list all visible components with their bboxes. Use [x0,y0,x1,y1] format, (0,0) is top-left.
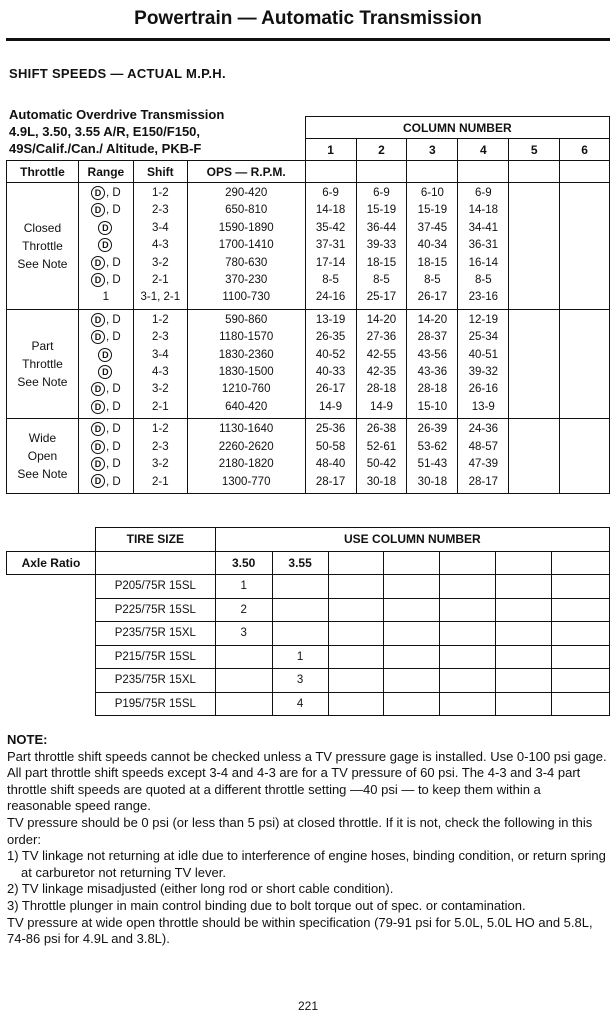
speed-value: 36-31 [468,239,499,252]
throttle-header: Throttle [7,161,79,183]
shift-value: 3-2 [152,458,169,471]
speed-value: 26-38 [366,423,397,436]
column-for-3-55 [272,575,328,599]
transmission-line: 4.9L, 3.50, 3.55 A/R, E150/F150, [9,124,201,139]
shift-value: 2-3 [152,440,169,453]
column-6-cell [560,419,610,494]
ops-rpm-value: 1830-2360 [218,348,274,361]
tire-size-value: P235/75R 15XL [95,669,215,693]
speed-value: 40-33 [315,366,346,379]
speed-value: 50-58 [315,440,346,453]
shift-cell [133,183,187,310]
tire-size-value: P195/75R 15SL [95,692,215,716]
speed-value: 25-34 [468,331,499,344]
ops-rpm-cell [187,309,305,418]
speed-value: 43-36 [417,366,448,379]
empty-cell [552,669,610,693]
circled-d-icon: D [91,256,105,270]
empty-cell [496,598,552,622]
speed-value: 37-31 [315,239,346,252]
speed-value: 25-17 [366,291,397,304]
range-value [79,237,133,254]
speed-value: 8-5 [474,274,492,287]
speed-value: 15-10 [417,400,448,413]
range-text: , D [106,475,121,488]
tire-row [7,575,610,599]
circled-d-icon: D [91,457,105,471]
speed-value: 6-9 [474,187,492,199]
range-value [79,421,133,438]
tire-blank-cell [7,645,96,669]
ops-rpm-value: 1590-1890 [218,221,274,234]
column-for-3-50 [215,645,272,669]
shift-groups [7,183,610,494]
speed-value: 28-37 [417,331,448,344]
empty-cell [440,598,496,622]
range-value [79,312,133,329]
section-heading: SHIFT SPEEDS — ACTUAL M.P.H. [9,66,226,81]
speed-value: 14-18 [315,204,346,217]
tire-row [7,645,610,669]
speed-value: 52-61 [366,440,397,453]
shift-value: 1-2 [152,313,169,326]
page-title: Powertrain — Automatic Transmission [134,8,482,29]
range-text: , D [106,458,121,471]
empty-cell [440,622,496,646]
speed-value: 34-41 [468,221,499,234]
shift-value: 3-2 [152,383,169,396]
column-2-cell [356,183,407,310]
empty-cell [440,692,496,716]
empty-cell [384,575,440,599]
speed-value: 37-45 [417,221,448,234]
empty-cell [328,692,384,716]
range-value [79,255,133,272]
transmission-line: Automatic Overdrive Transmission [9,107,225,122]
title-rule [6,38,610,41]
tire-rows [7,575,610,716]
range-header: Range [78,161,133,183]
tire-blank-cell [7,575,96,599]
ops-rpm-value: 1300-770 [221,475,271,488]
empty-cell [440,669,496,693]
use-column-number-header: USE COLUMN NUMBER [215,528,609,552]
column-1-cell [305,183,356,310]
range-value [79,456,133,473]
tire-size-value: P235/75R 15XL [95,622,215,646]
column-number-6: 6 [560,139,610,161]
speed-value: 26-39 [417,423,448,436]
circled-d-icon: D [91,273,105,287]
column-for-3-55: 4 [272,692,328,716]
empty-cell [552,645,610,669]
range-value [79,347,133,364]
speed-value: 51-43 [417,458,448,471]
empty-cell [384,692,440,716]
tire-blank-cell [7,622,96,646]
range-value [79,220,133,237]
speed-value: 16-14 [468,256,499,269]
empty-cell [552,598,610,622]
ops-rpm-value: 590-860 [225,313,268,326]
tire-size-value: P225/75R 15SL [95,598,215,622]
throttle-label-line: See Note [17,256,68,271]
speed-value: 14-18 [468,204,499,217]
column-number-3: 3 [407,139,458,161]
speed-value: 14-20 [417,313,448,326]
column-number-1: 1 [305,139,356,161]
ops-rpm-value: 2180-1820 [218,458,274,471]
tire-row [7,622,610,646]
circled-d-icon: D [98,221,112,235]
speed-value: 36-44 [366,221,397,234]
empty-cell [440,575,496,599]
notes-title: NOTE: [7,732,48,747]
speed-value: 40-51 [468,348,499,361]
range-text: 1 [102,291,110,304]
range-cell [78,309,133,418]
empty-cell [552,692,610,716]
throttle-group-row [7,183,610,310]
ops-rpm-value: 650-810 [225,204,268,217]
shift-value: 4-3 [152,366,169,379]
shift-value: 3-2 [152,256,169,269]
speed-value: 28-18 [366,383,397,396]
circled-d-icon: D [91,330,105,344]
note-paragraph: All part throttle shift speeds except 3-4 and 4-3 are for a TV pressure of 60 psi. The 4-3 and 3-4 part throttle shift speeds are quoted at a different throttle setting —40 psi — to keep them within a reasonable speed range. [7,765,581,814]
range-value [79,399,133,416]
empty-cell [328,622,384,646]
column-for-3-50: 3 [215,622,272,646]
shift-speed-table [6,116,610,494]
range-value [79,289,133,306]
range-value [79,272,133,289]
ops-rpm-value: 370-230 [225,274,268,287]
empty-cell [440,645,496,669]
circled-d-icon: D [91,382,105,396]
ops-rpm-value: 1100-730 [222,291,271,304]
empty-cell [496,692,552,716]
circled-d-icon: D [91,422,105,436]
throttle-label [7,309,79,418]
shift-cell [133,309,187,418]
column-4-cell [458,419,509,494]
speed-value: 43-56 [417,348,448,361]
range-text: , D [106,423,121,436]
range-value [79,185,133,202]
speed-value: 30-18 [417,475,448,488]
empty-cell [496,669,552,693]
speed-value: 40-34 [417,239,448,252]
circled-d-icon: D [91,440,105,454]
column-for-3-50: 2 [215,598,272,622]
speed-value: 26-17 [315,383,346,396]
tire-size-header: TIRE SIZE [95,528,215,552]
shift-value: 3-1, 2-1 [140,291,181,304]
note-paragraph: TV pressure at wide open throttle should be within specification (79-91 psi for 5.0L, 5.0L HO and 5.8L, 74-86 psi for 4.9L and 3.8L). [7,914,593,947]
column-number-2: 2 [356,139,407,161]
empty-cell [328,575,384,599]
empty-cell [328,669,384,693]
shift-cell [133,419,187,494]
speed-value: 14-9 [369,400,393,413]
speed-value: 50-42 [366,458,397,471]
throttle-group-row [7,309,610,418]
ops-rpm-value: 2260-2620 [218,440,274,453]
column-for-3-55: 1 [272,645,328,669]
range-value [79,439,133,456]
speed-value: 15-19 [417,204,448,217]
column-number-header: COLUMN NUMBER [305,117,609,139]
range-value [79,329,133,346]
column-1-cell [305,419,356,494]
throttle-label-line: Throttle [22,357,63,372]
column-for-3-50 [215,669,272,693]
empty-cell [552,575,610,599]
speed-value: 53-62 [417,440,448,453]
tire-size-table [6,527,610,716]
circled-d-icon: D [98,238,112,252]
throttle-label-line: Open [27,449,58,464]
range-text: , D [106,256,121,269]
note-list-item: 1) TV linkage not returning at idle due to interference of engine hoses, binding condition, or return spring at carburetor not returning TV lever. [7,848,606,880]
speed-value: 8-5 [373,274,390,287]
speed-value: 30-18 [366,475,397,488]
speed-value: 13-19 [315,313,346,326]
ops-rpm-value: 1830-1500 [218,366,274,379]
column-2-cell [356,309,407,418]
page-number: 221 [297,999,319,1013]
range-text: , D [106,187,121,199]
shift-header: Shift [133,161,187,183]
range-text: , D [106,204,121,217]
ops-rpm-header: OPS — R.P.M. [187,161,305,183]
range-value [79,474,133,491]
speed-value: 42-55 [366,348,397,361]
circled-d-icon: D [91,203,105,217]
throttle-label-line: Part [31,339,54,354]
circled-d-icon: D [98,365,112,379]
column-for-3-55 [272,622,328,646]
speed-value: 8-5 [322,274,339,287]
empty-cell [384,645,440,669]
empty-cell [384,622,440,646]
column-2-cell [356,419,407,494]
speed-value: 18-15 [366,256,397,269]
column-5-cell [509,309,560,418]
notes-section [7,732,608,948]
shift-value: 1-2 [152,187,169,199]
tire-blank-cell [7,669,96,693]
range-text: , D [106,440,121,453]
speed-value: 14-9 [319,400,343,413]
column-6-cell [560,183,610,310]
speed-value: 6-9 [373,187,390,199]
speed-value: 42-35 [366,366,397,379]
circled-d-icon: D [98,348,112,362]
speed-value: 28-17 [315,475,346,488]
tire-row [7,669,610,693]
range-text: , D [106,400,121,413]
ops-rpm-value: 640-420 [225,400,268,413]
ops-rpm-cell [187,419,305,494]
empty-cell [496,645,552,669]
range-text: , D [106,274,121,287]
speed-value: 28-18 [417,383,448,396]
ops-rpm-value: 290-420 [225,187,268,199]
circled-d-icon: D [91,313,105,327]
speed-value: 6-10 [420,187,444,199]
speed-value: 23-16 [468,291,499,304]
range-value [79,364,133,381]
tire-blank-cell [7,692,96,716]
transmission-line: 49S/Calif./Can./ Altitude, PKB-F [9,141,202,156]
throttle-label [7,419,79,494]
circled-d-icon: D [91,186,105,200]
shift-value: 2-1 [152,274,169,287]
speed-value: 18-15 [417,256,448,269]
throttle-label-line: See Note [17,375,68,390]
circled-d-icon: D [91,400,105,414]
note-paragraph: Part throttle shift speeds cannot be checked unless a TV pressure gage is installed. Use 0-100 psi gage. [7,748,607,764]
column-for-3-55 [272,598,328,622]
speed-value: 40-52 [315,348,346,361]
column-5-cell [509,183,560,310]
speed-value: 13-9 [471,400,495,413]
ops-rpm-value: 780-630 [225,256,268,269]
speed-value: 27-36 [366,331,397,344]
ops-rpm-value: 1700-1410 [218,239,274,252]
speed-value: 47-39 [468,458,499,471]
column-4-cell [458,309,509,418]
speed-value: 39-32 [468,366,499,379]
empty-cell [384,669,440,693]
column-4-cell [458,183,509,310]
throttle-label-line: Wide [28,431,57,446]
empty-cell [384,598,440,622]
range-value [79,202,133,219]
throttle-label-line: See Note [17,467,68,482]
speed-value: 6-9 [322,187,339,199]
column-for-3-55: 3 [272,669,328,693]
empty-cell [496,575,552,599]
range-text: , D [106,313,121,326]
note-list-item: 3) Throttle plunger in main control binding due to bolt torque out of spec. or contamination. [7,897,526,913]
shift-value: 3-4 [152,221,169,234]
speed-value: 48-57 [468,440,499,453]
shift-value: 4-3 [152,239,169,252]
axle-ratio-label: Axle Ratio [7,551,96,575]
throttle-label [7,183,79,310]
range-text: , D [106,383,121,396]
column-3-cell [407,419,458,494]
throttle-group-row [7,419,610,494]
range-text: , D [106,331,121,344]
column-3-cell [407,309,458,418]
speed-value: 48-40 [315,458,346,471]
ratio-3-55: 3.55 [272,551,328,575]
ratio-3-50: 3.50 [215,551,272,575]
shift-value: 3-4 [152,348,169,361]
speed-value: 39-33 [366,239,397,252]
shift-value: 2-1 [152,475,169,488]
range-cell [78,419,133,494]
column-1-cell [305,309,356,418]
speed-value: 24-16 [315,291,346,304]
ops-rpm-value: 1130-1640 [219,423,274,436]
tire-size-value: P215/75R 15SL [95,645,215,669]
range-value [79,381,133,398]
column-number-5: 5 [509,139,560,161]
speed-value: 15-19 [366,204,397,217]
speed-value: 14-20 [366,313,397,326]
note-list-item: 2) TV linkage misadjusted (either long rod or short cable condition). [7,881,394,897]
speed-value: 28-17 [468,475,499,488]
speed-value: 26-35 [315,331,346,344]
tire-blank-cell [7,598,96,622]
shift-value: 2-1 [152,400,169,413]
column-for-3-50 [215,692,272,716]
ops-rpm-value: 1210-760 [221,383,271,396]
empty-cell [328,645,384,669]
speed-value: 35-42 [315,221,346,234]
range-cell [78,183,133,310]
ops-rpm-value: 1180-1570 [219,331,274,344]
tire-size-value: P205/75R 15SL [95,575,215,599]
speed-value: 26-16 [468,383,499,396]
circled-d-icon: D [91,474,105,488]
speed-value: 24-36 [468,423,499,436]
tire-row [7,598,610,622]
throttle-label-line: Throttle [22,238,63,253]
speed-value: 25-36 [315,423,346,436]
note-paragraph: TV pressure should be 0 psi (or less than 5 psi) at closed throttle. If it is not, check the following in this order: [7,814,593,847]
throttle-label-line: Closed [23,220,62,235]
shift-value: 2-3 [152,204,169,217]
speed-value: 12-19 [468,313,499,326]
shift-value: 1-2 [152,423,169,436]
empty-cell [496,622,552,646]
column-3-cell [407,183,458,310]
speed-value: 8-5 [424,274,441,287]
tire-row [7,692,610,716]
ops-rpm-cell [187,183,305,310]
empty-cell [552,622,610,646]
column-5-cell [509,419,560,494]
column-number-4: 4 [458,139,509,161]
empty-cell [328,598,384,622]
speed-value: 17-14 [315,256,346,269]
speed-value: 26-17 [417,291,448,304]
column-6-cell [560,309,610,418]
shift-value: 2-3 [152,331,169,344]
column-for-3-50: 1 [215,575,272,599]
